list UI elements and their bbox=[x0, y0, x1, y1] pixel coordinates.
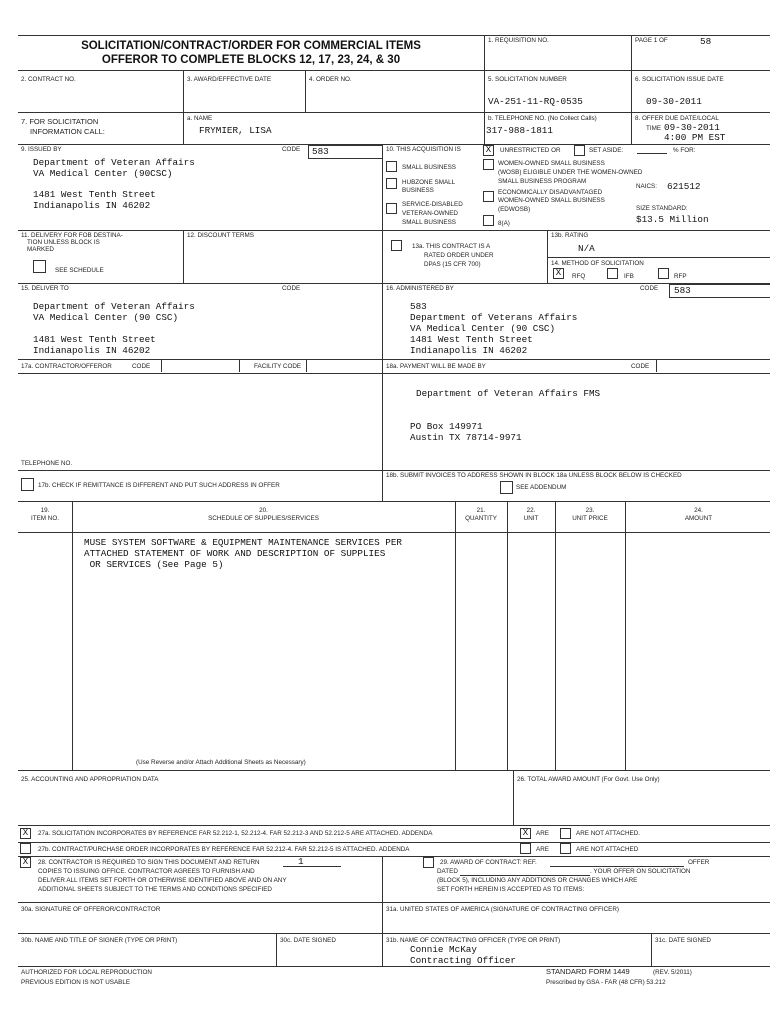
sig-31a-label: 31a. UNITED STATES OF AMERICA (SIGNATURE OF CONTRACTING OFFICER) bbox=[386, 906, 620, 913]
award-ref-line bbox=[550, 866, 684, 867]
8a-checkbox[interactable] bbox=[483, 215, 494, 226]
award-date-label: 3. AWARD/EFFECTIVE DATE bbox=[187, 76, 272, 83]
naics-code: 621512 bbox=[667, 181, 701, 192]
sdvosb-label-2: VETERAN-OWNED bbox=[402, 210, 458, 217]
28-checkbox[interactable]: X bbox=[20, 857, 31, 868]
wosb-label-3: SMALL BUSINESS PROGRAM bbox=[498, 178, 587, 185]
divider bbox=[382, 144, 383, 501]
issued-by-code-label: CODE bbox=[282, 146, 301, 153]
remittance-label: 17b. CHECK IF REMITTANCE IS DIFFERENT AND PUT SUCH ADDRESS IN OFFER bbox=[38, 482, 280, 489]
unrestricted-label: UNRESTRICTED OR bbox=[500, 147, 561, 154]
issued-by-line4: Indianapolis IN 46202 bbox=[33, 200, 151, 211]
payment-code-label: CODE bbox=[631, 363, 650, 370]
29-offer-label: OFFER bbox=[688, 859, 710, 866]
administered-by-line0: 583 bbox=[410, 301, 427, 312]
divider bbox=[18, 230, 770, 231]
29-label-line4: SET FORTH HEREIN IS ACCEPTED AS TO ITEMS: bbox=[437, 886, 585, 893]
copies-count: 1 bbox=[298, 856, 304, 867]
27b-are-not-checkbox[interactable] bbox=[560, 843, 571, 854]
hubzone-label-2: BUSINESS bbox=[402, 187, 434, 194]
27a-label: 27a. SOLICITATION INCORPORATES BY REFERENCE FAR 52.212-1, 52.212-4. FAR 52.212-3 AND 52.212-5 ARE ATTACHED. ADDENDA bbox=[38, 830, 433, 837]
col21-num: 21. bbox=[476, 507, 486, 514]
see-schedule-label: SEE SCHEDULE bbox=[55, 267, 104, 274]
administered-by-line4: Indianapolis IN 46202 bbox=[410, 345, 528, 356]
delivery-fob-label-2: TION UNLESS BLOCK IS bbox=[27, 239, 100, 246]
ifb-checkbox[interactable] bbox=[607, 268, 618, 279]
deliver-to-code-label: CODE bbox=[282, 285, 301, 292]
28-label-line3: DELIVER ALL ITEMS SET FORTH OR OTHERWISE IDENTIFIED ABOVE AND ON ANY bbox=[38, 877, 287, 884]
rfp-label: RFP bbox=[674, 273, 687, 280]
8a-label: 8(A) bbox=[498, 220, 510, 227]
wosb-checkbox[interactable] bbox=[483, 159, 494, 170]
info-call-label-1: 7. FOR SOLICITATION bbox=[21, 117, 99, 126]
hubzone-label-1: HUBZONE SMALL bbox=[402, 179, 456, 186]
issued-by-code: 583 bbox=[312, 146, 329, 157]
schedule-desc-line2: ATTACHED STATEMENT OF WORK AND DESCRIPTION OF SUPPLIES bbox=[84, 548, 386, 559]
delivery-fob-label-3: MARKED bbox=[27, 246, 54, 253]
method-label: 14. METHOD OF SOLICITATION bbox=[551, 260, 644, 267]
schedule-desc-line1: MUSE SYSTEM SOFTWARE & EQUIPMENT MAINTENANCE SERVICES PER bbox=[84, 537, 403, 548]
col20-num: 20. bbox=[259, 507, 268, 514]
divider bbox=[18, 856, 770, 857]
divider bbox=[18, 283, 770, 284]
offer-due-time: 4:00 PM EST bbox=[664, 132, 726, 143]
divider bbox=[183, 230, 184, 283]
size-standard: $13.5 Million bbox=[636, 214, 709, 225]
28-label-line4: ADDITIONAL SHEETS SUBJECT TO THE TERMS AND CONDITIONS SPECIFIED bbox=[38, 886, 272, 893]
divider bbox=[18, 112, 770, 113]
27a-are-not-checkbox[interactable] bbox=[560, 828, 571, 839]
divider bbox=[18, 933, 770, 934]
form-title-line1: SOLICITATION/CONTRACT/ORDER FOR COMMERCIAL ITEMS bbox=[81, 40, 421, 52]
divider bbox=[18, 825, 770, 826]
telephone-number: 317-988-1811 bbox=[486, 125, 553, 136]
29-label-line1: 29. AWARD OF CONTRACT: REF. bbox=[440, 859, 537, 866]
divider bbox=[631, 112, 632, 144]
issued-by-label: 9. ISSUED BY bbox=[21, 146, 62, 153]
page-label: PAGE 1 OF bbox=[635, 37, 668, 44]
rfq-checkbox[interactable]: X bbox=[553, 268, 564, 279]
setaside-checkbox[interactable] bbox=[574, 145, 585, 156]
footer-revision: (REV. 5/2011) bbox=[653, 969, 692, 976]
29-label-line3: (BLOCK 5), INCLUDING ANY ADDITIONS OR CHANGES WHICH ARE bbox=[437, 877, 638, 884]
divider bbox=[276, 933, 277, 966]
footer-form-name: STANDARD FORM 1449 bbox=[546, 967, 630, 976]
page-total: 58 bbox=[700, 36, 712, 47]
27a-are-checkbox[interactable]: X bbox=[520, 828, 531, 839]
solicitation-number: VA-251-11-RQ-0535 bbox=[488, 96, 583, 107]
administered-by-line2: VA Medical Center (90 CSC) bbox=[410, 323, 556, 334]
administered-by-line3: 1481 West Tenth Street bbox=[410, 334, 533, 345]
col23-num: 23. bbox=[585, 507, 595, 514]
deliver-to-line2: VA Medical Center (90 CSC) bbox=[33, 312, 179, 323]
divider bbox=[18, 902, 770, 903]
edwosb-checkbox[interactable] bbox=[483, 191, 494, 202]
divider bbox=[183, 70, 184, 112]
divider bbox=[555, 501, 556, 770]
sig-30a-label: 30a. SIGNATURE OF OFFEROR/CONTRACTOR bbox=[21, 906, 161, 913]
offer-due-label: 8. OFFER DUE DATE/LOCAL bbox=[635, 115, 719, 122]
setaside-label: SET ASIDE: bbox=[589, 147, 624, 154]
administered-by-code-label: CODE bbox=[640, 285, 659, 292]
rated-order-label-1: 13a. THIS CONTRACT IS A bbox=[412, 243, 491, 250]
rating-value: N/A bbox=[578, 243, 595, 254]
rating-label: 13b. RATING bbox=[551, 232, 589, 239]
acquisition-label: 10. THIS ACQUISITION IS bbox=[386, 146, 461, 153]
sdvosb-label-3: SMALL BUSINESS bbox=[402, 219, 457, 226]
28-label-line1: 28. CONTRACTOR IS REQUIRED TO SIGN THIS DOCUMENT AND RETURN bbox=[38, 859, 260, 866]
date-30c-label: 30c. DATE SIGNED bbox=[280, 937, 336, 944]
divider bbox=[651, 933, 652, 966]
payment-line1: Department of Veteran Affairs FMS bbox=[416, 388, 601, 399]
divider bbox=[455, 501, 456, 770]
divider bbox=[72, 501, 73, 770]
contractor-code-label: CODE bbox=[132, 363, 151, 370]
footer-previous-edition: PREVIOUS EDITION IS NOT USABLE bbox=[21, 979, 131, 986]
solicitation-number-label: 5. SOLICITATION NUMBER bbox=[488, 76, 567, 83]
29-checkbox[interactable] bbox=[423, 857, 434, 868]
sdvosb-label-1: SERVICE-DISABLED bbox=[402, 201, 463, 208]
officer-name: Connie McKay bbox=[410, 944, 477, 955]
col21-label: QUANTITY bbox=[465, 515, 497, 522]
form-title-line2: OFFEROR TO COMPLETE BLOCKS 12, 17, 23, 24, & 30 bbox=[101, 54, 401, 66]
name-30b-label: 30b. NAME AND TITLE OF SIGNER (TYPE OR PRINT) bbox=[21, 937, 178, 944]
divider bbox=[484, 112, 485, 144]
see-addendum-checkbox[interactable] bbox=[500, 481, 513, 494]
administered-by-code: 583 bbox=[674, 285, 691, 296]
issued-by-line1: Department of Veteran Affairs bbox=[33, 157, 195, 168]
col19-num: 19. bbox=[40, 507, 50, 514]
edwosb-label-2: WOMEN-OWNED SMALL BUSINESS bbox=[498, 197, 605, 204]
small-business-label: SMALL BUSINESS bbox=[402, 164, 457, 171]
name-31b-label: 31b. NAME OF CONTRACTING OFFICER (TYPE OR PRINT) bbox=[386, 937, 561, 944]
payment-line3: Austin TX 78714-9971 bbox=[410, 432, 522, 443]
28-label-line2: COPIES TO ISSUING OFFICE. CONTRACTOR AGREES TO FURNISH AND bbox=[38, 868, 255, 875]
27a-are-label: ARE bbox=[536, 830, 549, 837]
officer-title: Contracting Officer bbox=[410, 955, 517, 966]
rfp-checkbox[interactable] bbox=[658, 268, 669, 279]
divider bbox=[484, 35, 485, 112]
footer-reproduction: AUTHORIZED FOR LOCAL REPRODUCTION bbox=[21, 969, 152, 976]
27a-checkbox[interactable]: X bbox=[20, 828, 31, 839]
telephone-label: b. TELEPHONE NO. (No Collect Calls) bbox=[488, 115, 597, 122]
divider bbox=[18, 532, 770, 533]
payment-code-box bbox=[656, 360, 770, 372]
edwosb-label-1: ECONOMICALLY DISADVANTAGED bbox=[498, 189, 603, 196]
size-standard-label: SIZE STANDARD: bbox=[636, 205, 688, 212]
deliver-to-line1: Department of Veteran Affairs bbox=[33, 301, 195, 312]
submit-invoices-label: 18b. SUBMIT INVOICES TO ADDRESS SHOWN IN BLOCK 18a UNLESS BLOCK BELOW IS CHECKED bbox=[386, 472, 682, 479]
divider bbox=[382, 373, 770, 374]
requisition-label: 1. REQUISITION NO. bbox=[488, 37, 549, 44]
facility-code-box bbox=[306, 360, 383, 372]
col24-label: AMOUNT bbox=[684, 515, 713, 522]
divider bbox=[507, 501, 508, 770]
col22-label: UNIT bbox=[523, 515, 539, 522]
copies-line bbox=[283, 866, 341, 867]
divider bbox=[547, 230, 548, 283]
divider bbox=[382, 856, 383, 966]
divider bbox=[18, 470, 382, 471]
deliver-to-line3: 1481 West Tenth Street bbox=[33, 334, 156, 345]
rfq-label: RFQ bbox=[572, 273, 586, 280]
award-dated-line bbox=[460, 875, 590, 876]
27a-are-not-label: ARE NOT ATTACHED. bbox=[576, 830, 641, 837]
discount-terms-label: 12. DISCOUNT TERMS bbox=[187, 232, 254, 239]
divider bbox=[18, 70, 770, 71]
time-label: TIME bbox=[646, 125, 662, 132]
see-addendum-label: SEE ADDENDUM bbox=[516, 484, 567, 491]
col24-num: 24. bbox=[694, 507, 703, 514]
contact-name: FRYMIER, LISA bbox=[199, 125, 272, 136]
contract-no-label: 2. CONTRACT NO. bbox=[21, 76, 76, 83]
divider bbox=[18, 842, 770, 843]
rated-order-label-2: RATED ORDER UNDER bbox=[424, 252, 494, 259]
pct-for-label: % FOR: bbox=[673, 147, 696, 154]
divider bbox=[305, 70, 306, 112]
unrestricted-checkbox[interactable]: X bbox=[483, 145, 494, 156]
telephone-no-label: TELEPHONE NO. bbox=[21, 460, 73, 467]
reverse-note: (Use Reverse and/or Attach Additional Sheets as Necessary) bbox=[136, 759, 306, 766]
footer-prescribed: Prescribed by GSA - FAR (48 CFR) 53.212 bbox=[546, 979, 666, 986]
divider bbox=[18, 770, 770, 771]
schedule-desc-line3: OR SERVICES (See Page 5) bbox=[84, 559, 224, 570]
deliver-to-line4: Indianapolis IN 46202 bbox=[33, 345, 151, 356]
29-dated-label: DATED bbox=[437, 868, 458, 875]
contractor-label: 17a. CONTRACTOR/OFFEROR bbox=[21, 363, 112, 370]
divider bbox=[631, 35, 632, 112]
hubzone-checkbox[interactable] bbox=[386, 178, 397, 189]
divider bbox=[547, 257, 770, 258]
remittance-checkbox[interactable] bbox=[21, 478, 34, 491]
payment-line2: PO Box 149971 bbox=[410, 421, 483, 432]
issue-date: 09-30-2011 bbox=[646, 96, 702, 107]
border-bottom bbox=[18, 966, 770, 967]
divider bbox=[382, 470, 770, 471]
27b-are-not-label: ARE NOT ATTACHED bbox=[576, 846, 639, 853]
col22-num: 22. bbox=[526, 507, 536, 514]
wosb-label-2: (WOSB) ELIGIBLE UNDER THE WOMEN-OWNED bbox=[498, 169, 643, 176]
order-no-label: 4. ORDER NO. bbox=[309, 76, 352, 83]
accounting-label: 25. ACCOUNTING AND APPROPRIATION DATA bbox=[21, 776, 159, 783]
divider bbox=[18, 501, 770, 502]
col20-label: SCHEDULE OF SUPPLIES/SERVICES bbox=[208, 515, 319, 522]
date-31c-label: 31c. DATE SIGNED bbox=[655, 937, 711, 944]
name-label: a. NAME bbox=[187, 115, 213, 122]
divider bbox=[18, 144, 770, 145]
27b-checkbox[interactable] bbox=[20, 843, 31, 854]
contractor-code-box bbox=[161, 360, 240, 372]
issued-by-line3: 1481 West Tenth Street bbox=[33, 189, 156, 200]
facility-code-label: FACILITY CODE bbox=[254, 363, 302, 370]
deliver-to-label: 15. DELIVER TO bbox=[21, 285, 69, 292]
info-call-label-2: INFORMATION CALL: bbox=[30, 127, 105, 136]
ifb-label: IFB bbox=[624, 273, 634, 280]
27b-are-label: ARE bbox=[536, 846, 549, 853]
edwosb-label-3: (EDWOSB) bbox=[498, 206, 531, 213]
delivery-fob-label-1: 11. DELIVERY FOR FOB DESTINA- bbox=[21, 232, 123, 239]
divider bbox=[18, 373, 382, 374]
divider bbox=[513, 770, 514, 825]
issued-by-line2: VA Medical Center (90CSC) bbox=[33, 168, 173, 179]
naics-label: NAICS: bbox=[636, 183, 657, 190]
border-top bbox=[18, 35, 770, 36]
total-award-label: 26. TOTAL AWARD AMOUNT (For Govt. Use Only) bbox=[517, 776, 660, 783]
rated-order-label-3: DPAS (15 CFR 700) bbox=[424, 261, 481, 268]
offer-due-date: 09-30-2011 bbox=[664, 122, 720, 133]
administered-by-label: 16. ADMINISTERED BY bbox=[386, 285, 454, 292]
divider bbox=[625, 501, 626, 770]
rated-order-checkbox[interactable] bbox=[391, 240, 402, 251]
27b-are-checkbox[interactable] bbox=[520, 843, 531, 854]
setaside-pct-line bbox=[637, 153, 667, 154]
issue-date-label: 6. SOLICITATION ISSUE DATE bbox=[635, 76, 724, 83]
29-label-line2: . YOUR OFFER ON SOLICITATION bbox=[590, 868, 691, 875]
col23-label: UNIT PRICE bbox=[572, 515, 608, 522]
small-business-checkbox[interactable] bbox=[386, 161, 397, 172]
27b-label: 27b. CONTRACT/PURCHASE ORDER INCORPORATES BY REFERENCE FAR 52.212-4. FAR 52.212-5 IS ATTACHED. ADDENDA bbox=[38, 846, 410, 853]
col19-label: ITEM NO. bbox=[31, 515, 59, 522]
divider bbox=[183, 112, 184, 144]
sdvosb-checkbox[interactable] bbox=[386, 203, 397, 214]
wosb-label-1: WOMEN-OWNED SMALL BUSINESS bbox=[498, 160, 605, 167]
payment-label: 18a. PAYMENT WILL BE MADE BY bbox=[386, 363, 486, 370]
see-schedule-checkbox[interactable] bbox=[33, 260, 46, 273]
administered-by-line1: Department of Veterans Affairs bbox=[410, 312, 578, 323]
